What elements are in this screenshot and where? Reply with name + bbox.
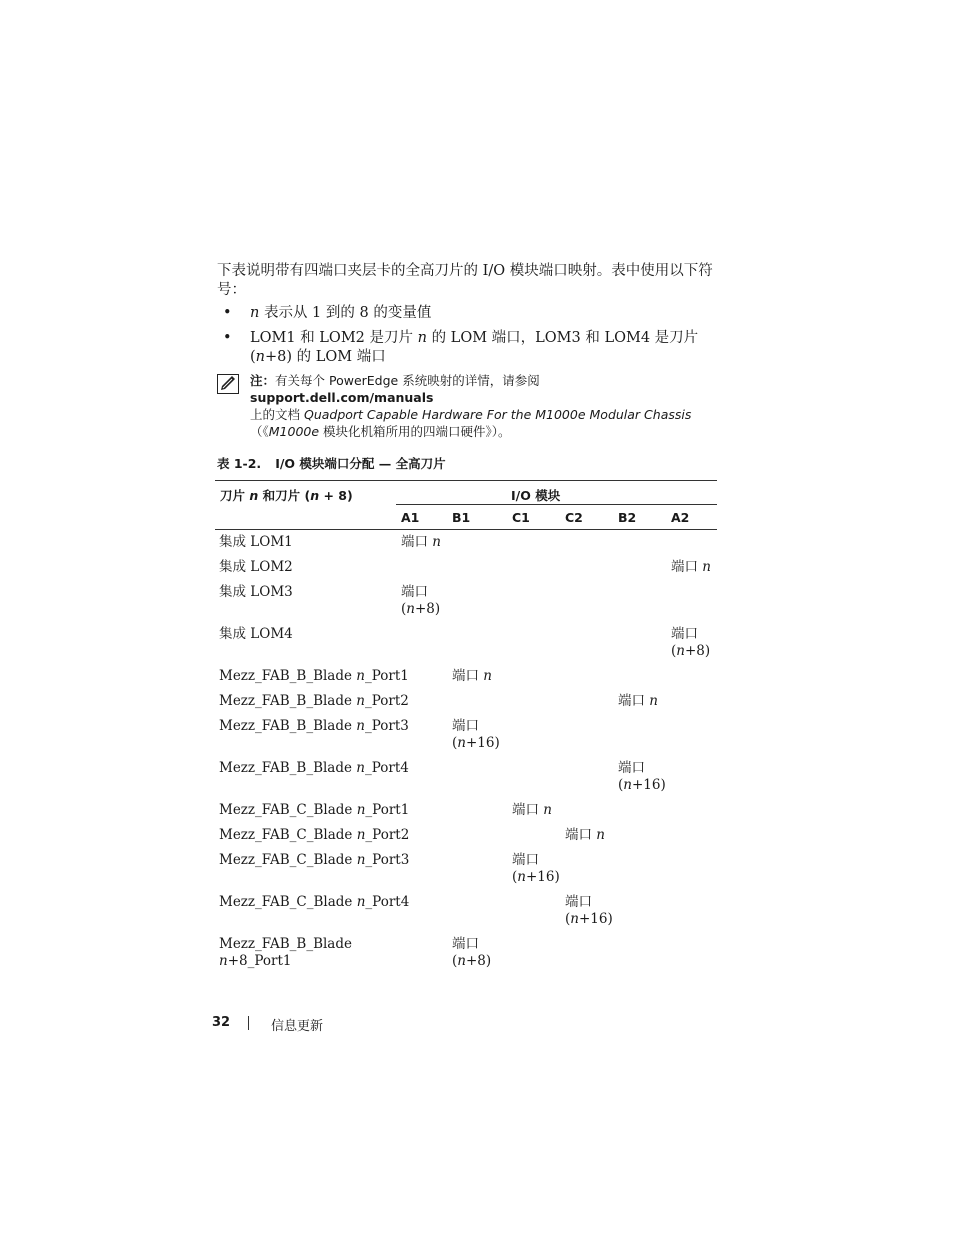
note-text-segment: 上的文档 <box>250 407 304 422</box>
bullet-dot: • <box>223 330 232 346</box>
port-cell: 端口 (n+16) <box>512 852 560 885</box>
column-header-b1: B1 <box>452 510 471 525</box>
caption-title: I/O 模块端口分配 — 全高刀片 <box>275 456 446 471</box>
column-header-c1: C1 <box>512 510 530 525</box>
row-label: 集成 LOM4 <box>219 626 293 642</box>
row-label: Mezz_FAB_C_Blade n_Port2 <box>219 827 410 843</box>
port-cell: 端口 n <box>401 534 441 550</box>
row-label: 集成 LOM3 <box>219 584 293 600</box>
column-header-a2: A2 <box>671 510 690 525</box>
column-header-a1: A1 <box>401 510 420 525</box>
intro-paragraph: 下表说明带有四端口夹层卡的全高刀片的 I/O 模块端口映射。表中使用以下符号： <box>217 263 713 298</box>
footer-title: 信息更新 <box>271 1019 324 1034</box>
header-text: 刀片 <box>220 488 250 503</box>
bullet-text: ( <box>250 349 256 365</box>
column-header-c2: C2 <box>565 510 583 525</box>
blade-column-header <box>220 486 353 504</box>
support-link[interactable]: support.dell.com/manuals <box>250 390 434 405</box>
row-label: 集成 LOM2 <box>219 559 293 575</box>
row-label: Mezz_FAB_C_Blade n_Port3 <box>219 852 410 868</box>
variable-n: n <box>249 488 259 503</box>
note-text-segment: （《 <box>250 424 269 439</box>
note-text <box>250 372 720 440</box>
row-label: Mezz_FAB_B_Blade n_Port2 <box>219 693 409 709</box>
row-label: 集成 LOM1 <box>219 534 293 550</box>
io-module-group-header: I/O 模块 <box>511 488 561 503</box>
port-cell: 端口 n <box>452 668 492 684</box>
row-label: Mezz_FAB_B_Blade n_Port3 <box>219 718 409 734</box>
port-cell: 端口 n <box>565 827 605 843</box>
variable-n: n <box>250 305 260 321</box>
port-cell: 端口 (n+8) <box>401 584 441 617</box>
header-bottom-rule <box>215 529 717 530</box>
pencil-note-icon <box>217 374 239 394</box>
row-label: Mezz_FAB_C_Blade n_Port1 <box>219 802 410 818</box>
table-top-rule <box>215 480 717 481</box>
port-cell: 端口 (n+16) <box>452 718 500 751</box>
bullet-list <box>217 304 717 373</box>
footer-separator <box>248 1016 249 1030</box>
port-cell: 端口 (n+16) <box>618 760 666 793</box>
column-header-b2: B2 <box>618 510 637 525</box>
group-header-rule <box>396 504 717 505</box>
bullet-item <box>217 304 717 323</box>
row-label: Mezz_FAB_C_Blade n_Port4 <box>219 894 410 910</box>
row-label: Mezz_FAB_B_Blade n+8_Port1 <box>219 936 352 969</box>
header-text: + 8) <box>319 488 353 503</box>
port-cell: 端口 n <box>671 559 711 575</box>
page-number: 32 <box>212 1015 231 1030</box>
port-cell: 端口 n <box>618 693 658 709</box>
bullet-text: LOM1 和 LOM2 是刀片 <box>250 330 418 346</box>
bullet-dot: • <box>223 305 232 321</box>
port-cell: 端口 (n+16) <box>565 894 613 927</box>
bullet-text: 的 LOM 端口，LOM3 和 LOM4 是刀片 <box>426 330 699 346</box>
port-cell: 端口 (n+8) <box>671 626 711 659</box>
port-cell: 端口 n <box>512 802 552 818</box>
bullet-text: +8) 的 LOM 端口 <box>265 349 386 365</box>
bullet-text: 表示从 1 到的 8 的变量值 <box>259 305 432 321</box>
document-title: Quadport Capable Hardware For the M1000e Modular Chassis <box>303 407 692 422</box>
note-label: 注： <box>250 373 276 388</box>
note-text-segment: 有关每个 PowerEdge 系统映射的详情，请参阅 <box>275 373 540 388</box>
variable-n: n <box>255 349 266 365</box>
caption-number: 表 1-2. <box>217 456 262 471</box>
document-title-cn: M1000e <box>268 424 320 439</box>
variable-n: n <box>310 488 320 503</box>
bullet-item <box>217 329 717 367</box>
row-label: Mezz_FAB_B_Blade n_Port4 <box>219 760 409 776</box>
variable-n: n <box>417 330 427 346</box>
note-text-segment: 模块化机箱所用的四端口硬件》）。 <box>319 424 511 439</box>
port-cell: 端口 (n+8) <box>452 936 492 969</box>
table-caption <box>217 454 446 472</box>
header-text: 和刀片 ( <box>258 488 311 503</box>
row-label: Mezz_FAB_B_Blade n_Port1 <box>219 668 409 684</box>
